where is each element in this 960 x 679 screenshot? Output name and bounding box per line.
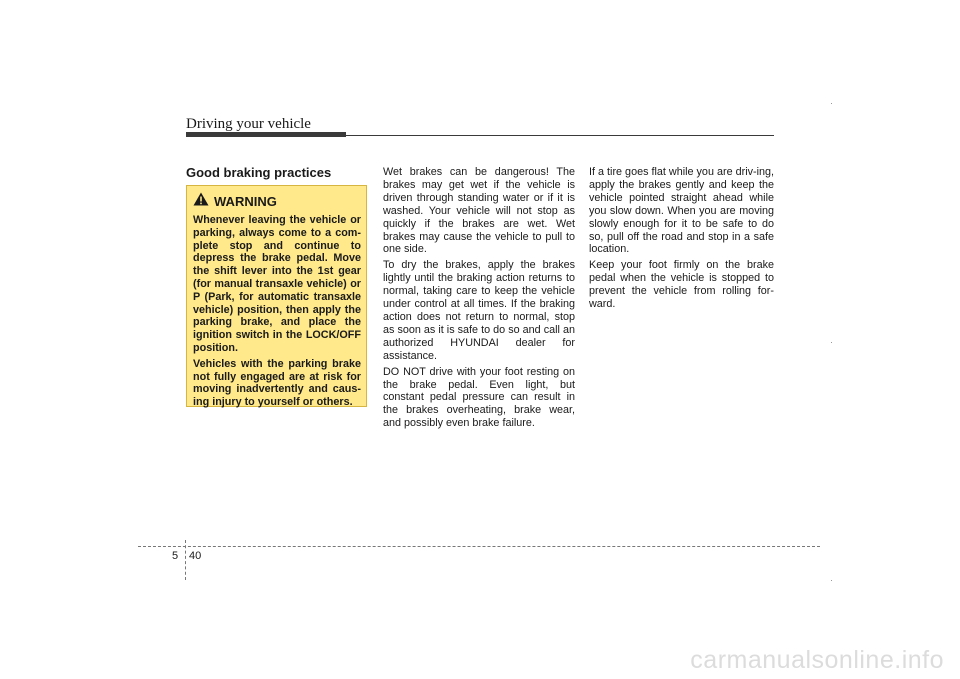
body-paragraph: Wet brakes can be dangerous! The brakes may get wet if the vehicle is driven through standing water or if it is washed. Your vehicle will not stop as quickly if the brakes are wet. Wet brakes may cause the vehicle to pull to one side. xyxy=(383,166,575,256)
footer-divider xyxy=(138,546,820,547)
crop-mark xyxy=(831,103,832,104)
header-bar-thin xyxy=(346,135,774,136)
body-paragraph: DO NOT drive with your foot resting on the brake pedal. Even light, but constant pedal pressure can result in the brakes overheating, brake wear, and possibly even brake failure. xyxy=(383,365,575,430)
warning-paragraph: Whenever leaving the vehicle or parking, always come to a com-plete stop and continue to depress the brake pedal. Move the shift lever into the 1st gear (for manual transaxle vehicle) or P (Park, for automatic transaxle vehicle) position, then apply the parking brake, and place the ignition switch in the LOCK/OFF position. xyxy=(193,214,361,354)
warning-paragraph: Vehicles with the parking brake not fully engaged are at risk for moving inadvertently and caus-ing injury to yourself or others. xyxy=(193,357,361,409)
text-column-2 xyxy=(383,166,575,433)
watermark: carmanualsonline.info xyxy=(690,646,944,674)
page-number: 40 xyxy=(189,550,202,562)
text-column-3 xyxy=(589,166,774,314)
section-title: Good braking practices xyxy=(186,165,332,180)
body-paragraph: Keep your foot firmly on the brake pedal when the vehicle is stopped to prevent the vehicle from rolling for-ward. xyxy=(589,259,774,311)
warning-box xyxy=(186,185,367,407)
crop-mark xyxy=(831,342,832,343)
crop-mark xyxy=(831,580,832,581)
body-paragraph: To dry the brakes, apply the brakes lightly until the braking action returns to normal, taking care to keep the vehicle under control at all times. If the braking action does not return to normal, stop as soon as it is safe to do so and call an authorized HYUNDAI dealer for assistance. xyxy=(383,259,575,362)
warning-triangle-icon xyxy=(193,192,209,211)
warning-title: WARNING xyxy=(214,194,277,209)
body-paragraph: If a tire goes flat while you are driv-ing, apply the brakes gently and keep the vehicle pointed straight ahead while you slow down. When you are moving slowly enough for it to be safe to do so, pull off the road and stop in a safe location. xyxy=(589,166,774,256)
footer-vertical-divider xyxy=(185,540,186,580)
header-title: Driving your vehicle xyxy=(186,116,311,132)
header-bar-thick xyxy=(186,132,346,137)
page-chapter: 5 xyxy=(172,550,179,562)
warning-header xyxy=(193,192,361,211)
